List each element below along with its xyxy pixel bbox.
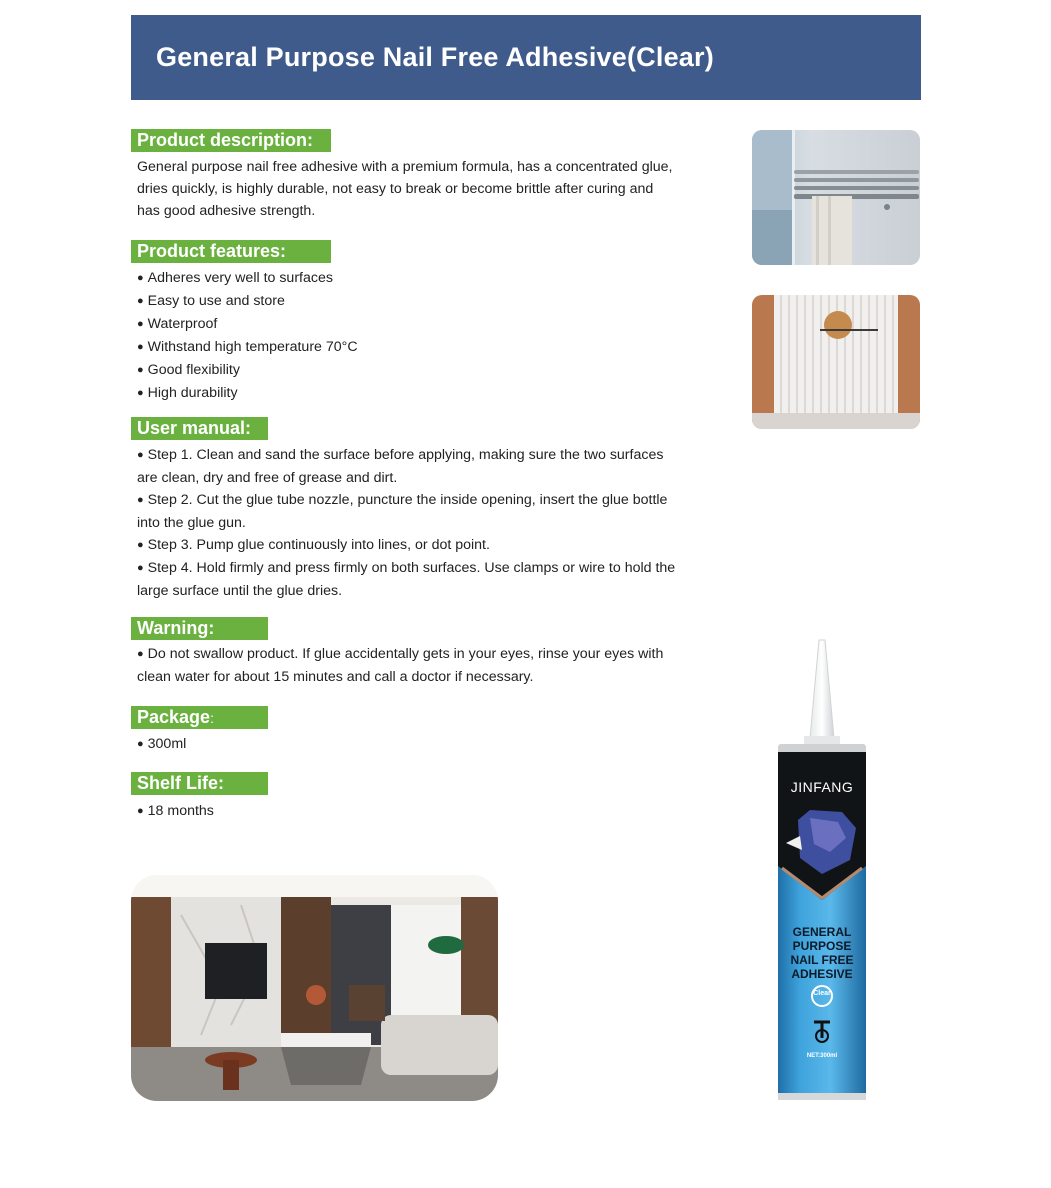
package-heading-label: Package [137,707,211,727]
warning-line: ● Do not swallow product. If glue accidentally gets in your eyes, rinse your eyes with [137,643,663,666]
description-line: General purpose nail free adhesive with a premium formula, has a concentrated glue, [137,159,673,175]
warning-line: clean water for about 15 minutes and call a doctor if necessary. [137,669,534,685]
description-line: dries quickly, is highly durable, not easy to break or become brittle after curing and [137,181,654,197]
feature-item: ● Adheres very well to surfaces [137,267,358,290]
section-heading-package [131,706,268,729]
product-brand: JINFANG [790,779,854,795]
shelf-life-list [137,800,214,823]
manual-line: are clean, dry and free of grease and dirt. [137,470,398,486]
towel-rack-photo [752,130,920,265]
product-label [778,925,866,981]
manual-text [137,444,675,602]
section-heading-manual: User manual: [131,417,268,440]
product-variant: Clear [813,990,831,997]
manual-line: ● Step 3. Pump glue continuously into lines, or dot point. [137,534,675,557]
description-line: has good adhesive strength. [137,203,316,219]
description-text [137,156,672,222]
title-banner [131,15,921,100]
page-title: General Purpose Nail Free Adhesive(Clear) [156,42,714,72]
product-label-line: NAIL FREE [790,953,854,967]
warning-text [137,643,663,688]
package-heading-colon: : [210,710,214,726]
feature-item: ● Good flexibility [137,359,358,382]
manual-line: into the glue gun. [137,515,246,531]
package-list [137,733,186,756]
manual-line: ● Step 2. Cut the glue tube nozzle, puncture the inside opening, insert the glue bottle [137,489,675,512]
product-label-line: ADHESIVE [791,967,853,981]
section-heading-warning: Warning: [131,617,268,640]
section-heading-description: Product description: [131,129,331,152]
shelf-life-item: ● 18 months [137,800,214,823]
manual-line: ● Step 1. Clean and sand the surface before applying, making sure the two surfaces [137,444,675,467]
section-heading-shelf-life: Shelf Life: [131,772,268,795]
living-room-photo [131,875,498,1101]
package-item: ● 300ml [137,733,186,756]
product-tube-image [770,638,874,1103]
product-net-volume: NET:300ml [806,1053,838,1059]
feature-item: ● Waterproof [137,313,358,336]
feature-item: ● High durability [137,382,358,405]
product-label-line: GENERAL [792,925,852,939]
features-list [137,267,358,405]
section-heading-features: Product features: [131,240,331,263]
manual-line: ● Step 4. Hold firmly and press firmly on both surfaces. Use clamps or wire to hold the [137,557,675,580]
manual-line: large surface until the glue dries. [137,583,343,599]
product-label-line: PURPOSE [792,939,852,953]
feature-item: ● Easy to use and store [137,290,358,313]
feature-item: ● Withstand high temperature 70°C [137,336,358,359]
wall-panel-photo [752,295,920,429]
